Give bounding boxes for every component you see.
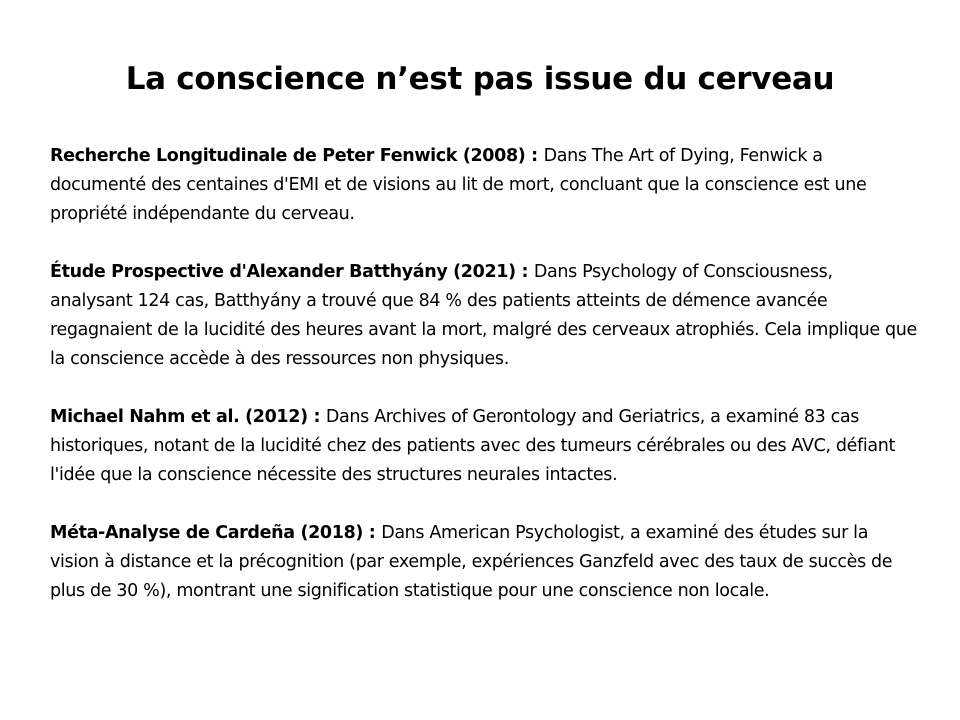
slide-body bbox=[50, 142, 920, 606]
paragraph-text: Dans Psychology of Consciousness, analysant 124 cas, Batthyány a trouvé que 84 % des patients atteints de démence avancée regagnaient de la lucidité des heures avant la mort, malgré des cerveaux atrophiés. Cela implique que la conscience accède à des ressources non physiques. bbox=[50, 262, 917, 369]
paragraph-nahm bbox=[50, 403, 920, 490]
slide-title: La conscience n’est pas issue du cerveau bbox=[125, 61, 835, 97]
paragraph-heading: Étude Prospective d'Alexander Batthyány (2021) : bbox=[50, 262, 534, 282]
paragraph-heading: Recherche Longitudinale de Peter Fenwick (2008) : bbox=[50, 146, 544, 166]
paragraph-cardena bbox=[50, 519, 920, 606]
paragraph-heading: Méta-Analyse de Cardeña (2018) : bbox=[50, 523, 382, 543]
paragraph-fenwick bbox=[50, 142, 920, 229]
paragraph-text: Dans American Psychologist, a examiné des études sur la vision à distance et la précognition (par exemple, expériences Ganzfeld avec des taux de succès de plus de 30 %), montrant une signification statistique pour une conscience non locale. bbox=[50, 523, 893, 601]
paragraph-batthyany bbox=[50, 258, 920, 374]
paragraph-text: Dans Archives of Gerontology and Geriatrics, a examiné 83 cas historiques, notant de la lucidité chez des patients avec des tumeurs cérébrales ou des AVC, défiant l'idée que la conscience nécessite des structures neurales intactes. bbox=[50, 407, 896, 485]
paragraph-text: Dans The Art of Dying, Fenwick a documenté des centaines d'EMI et de visions au lit de mort, concluant que la conscience est une propriété indépendante du cerveau. bbox=[50, 146, 867, 224]
paragraph-heading: Michael Nahm et al. (2012) : bbox=[50, 407, 326, 427]
